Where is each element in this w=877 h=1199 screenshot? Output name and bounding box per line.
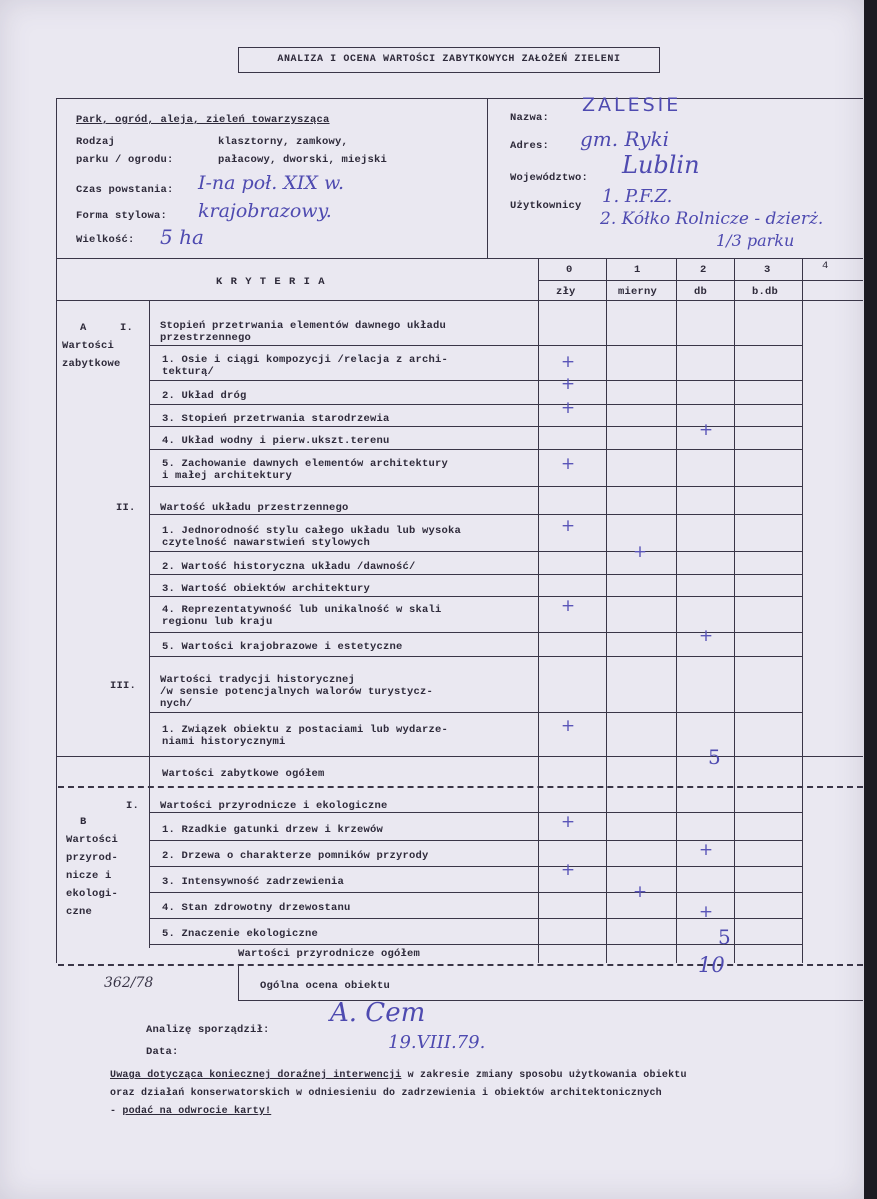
overall-label: Ogólna ocena obiektu	[260, 980, 391, 992]
park-label	[76, 114, 330, 126]
b-rule-0	[149, 812, 802, 813]
uwaga-rest: w zakresie zmiany sposobu użytkowania obiektu	[401, 1070, 687, 1081]
category-divider	[149, 300, 150, 948]
czas-value: I-na poł. XIX w.	[198, 172, 345, 194]
g1-item-2: 2. Układ dróg	[162, 390, 247, 402]
header-top-rule	[56, 98, 863, 99]
wielkosc-label: Wielkość:	[76, 234, 135, 246]
check-mark-a-2-1: +	[560, 516, 576, 536]
check-mark-a-1-4: +	[698, 420, 714, 440]
g1-rule-2	[149, 404, 802, 405]
g1-rule-5	[149, 486, 802, 487]
total-a-label: Wartości zabytkowe ogółem	[162, 768, 325, 780]
uwaga-line-2: oraz działań konserwatorskich w odniesieniu do zadrzewienia i obiektów architektonicznych	[110, 1088, 662, 1099]
score-header-mid-rule	[538, 280, 863, 281]
score-1-label: mierny	[618, 286, 658, 298]
uzytkownicy-value-1: 1. P.F.Z.	[602, 186, 673, 207]
parku-label: parku / ogrodu:	[76, 154, 174, 166]
kryteria-label: K R Y T E R I A	[216, 276, 326, 288]
section-b-label-1: Wartości	[66, 834, 119, 846]
g3-rule-0	[149, 712, 802, 713]
check-mark-b-3: +	[560, 860, 576, 880]
section-b-label-3: nicze i	[66, 870, 112, 882]
wojewodztwo-value: Lublin	[622, 151, 700, 179]
group-2-title: Wartość układu przestrzennego	[160, 502, 349, 514]
rodzaj-options-2: pałacowy, dworski, miejski	[218, 154, 388, 166]
score-header-bottom-rule	[56, 300, 863, 301]
header-divider	[487, 98, 488, 258]
g1-item-1-line-2: tekturą/	[162, 366, 215, 378]
g3-item-1-line-1: 1. Związek obiektu z postaciami lub wydarze-	[162, 724, 449, 736]
scanner-edge	[864, 0, 877, 1199]
check-mark-a-2-4: +	[560, 596, 576, 616]
score-3-label: b.db	[752, 286, 779, 298]
check-mark-a-1-2: +	[560, 374, 576, 394]
b-item-5: 5. Znaczenie ekologiczne	[162, 928, 319, 940]
header-bottom-rule	[56, 258, 863, 259]
adres-value: gm. Ryki	[580, 127, 670, 151]
g2-rule-1	[149, 551, 802, 552]
g1-item-1-line-1: 1. Osie i ciągi kompozycji /relacja z archi-	[162, 354, 449, 366]
nazwa-value: ZALESIE	[582, 94, 682, 116]
col-line-2	[676, 258, 677, 963]
g3-item-1-line-2: niami historycznymi	[162, 736, 286, 748]
group-1-title-1: Stopień przetrwania elementów dawnego układu	[160, 320, 447, 332]
group-3-title-3: nych/	[160, 698, 193, 710]
uwaga-dash: -	[110, 1106, 123, 1117]
section-b-title: Wartości przyrodnicze i ekologiczne	[160, 800, 388, 812]
g1-rule-0	[149, 345, 802, 346]
section-separator	[58, 786, 863, 788]
g3-rule-1	[56, 756, 863, 757]
score-0-label: zły	[556, 286, 576, 298]
uwaga-line-1	[110, 1070, 687, 1082]
check-mark-b-2: +	[698, 840, 714, 860]
total-b-value: 5	[718, 925, 731, 949]
check-mark-a-1-3: +	[560, 398, 576, 418]
nazwa-label: Nazwa:	[510, 112, 550, 124]
check-mark-a-1-1: +	[560, 352, 576, 372]
g2-item-1-line-1: 1. Jednorodność stylu całego układu lub wysoka	[162, 525, 462, 537]
rodzaj-label: Rodzaj	[76, 136, 116, 148]
total-a-value: 5	[708, 745, 721, 769]
section-a-label-1: Wartości	[62, 340, 115, 352]
g2-item-4-line-1: 4. Reprezentatywność lub unikalność w skali	[162, 604, 442, 616]
check-mark-a-3-1: +	[560, 716, 576, 736]
left-border	[56, 98, 57, 963]
g2-item-4-line-2: regionu lub kraju	[162, 616, 273, 628]
col-line-4	[802, 258, 803, 963]
group-1-roman: I.	[120, 322, 134, 334]
g2-item-3: 3. Wartość obiektów architektury	[162, 583, 371, 595]
check-mark-b-4: +	[632, 882, 648, 902]
g1-item-5-line-2: i małej architektury	[162, 470, 293, 482]
czas-label: Czas powstania:	[76, 184, 174, 196]
data-label: Data:	[146, 1046, 179, 1058]
reference-number: 362/78	[104, 975, 154, 991]
forma-value: krajobrazowy.	[198, 200, 332, 222]
check-mark-a-1-5: +	[560, 454, 576, 474]
park-underlined-label: Park, ogród, aleja, zieleń towarzysząca	[76, 114, 330, 126]
check-mark-a-2-2: +	[632, 542, 648, 562]
g1-rule-1	[149, 380, 802, 381]
total-b-label: Wartości przyrodnicze ogółem	[238, 948, 421, 960]
g2-rule-3	[149, 596, 802, 597]
check-mark-a-2-5: +	[698, 626, 714, 646]
uzytkownicy-value-3: 1/3 parku	[716, 231, 795, 250]
b-item-2: 2. Drzewa o charakterze pomników przyrody	[162, 850, 429, 862]
section-b-letter: B	[80, 816, 87, 828]
adres-label: Adres:	[510, 140, 550, 152]
section-a-label-2: zabytkowe	[62, 358, 121, 370]
g2-item-5: 5. Wartości krajobrazowe i estetyczne	[162, 641, 403, 653]
section-a-letter: A	[80, 322, 87, 334]
sporzadzil-label: Analizę sporządził:	[146, 1024, 270, 1036]
score-4-num: 4	[822, 260, 829, 272]
score-2-num: 2	[700, 264, 707, 276]
g1-item-5-line-1: 5. Zachowanie dawnych elementów architektury	[162, 458, 449, 470]
overall-value: 10	[698, 953, 725, 977]
col-line-3	[734, 258, 735, 963]
wielkosc-value: 5 ha	[160, 225, 204, 249]
b-rule-3	[149, 892, 802, 893]
g2-rule-5	[149, 656, 802, 657]
group-1-title-2: przestrzennego	[160, 332, 252, 344]
form-title: ANALIZA I OCENA WARTOŚCI ZABYTKOWYCH ZAŁOŻEŃ ZIELENI	[238, 47, 660, 73]
group-3-title-1: Wartości tradycji historycznej	[160, 674, 356, 686]
section-b-bottom-separator	[58, 964, 863, 966]
b-item-4: 4. Stan zdrowotny drzewostanu	[162, 902, 351, 914]
check-mark-b-5: +	[698, 902, 714, 922]
section-b-label-5: czne	[66, 906, 93, 918]
group-3-roman: III.	[110, 680, 137, 692]
g2-item-2: 2. Wartość historyczna układu /dawność/	[162, 561, 416, 573]
g1-item-4: 4. Układ wodny i pierw.ukszt.terenu	[162, 435, 390, 447]
b-rule-2	[149, 866, 802, 867]
data-value: 19.VIII.79.	[388, 1032, 486, 1053]
score-2-label: db	[694, 286, 708, 298]
b-item-3: 3. Intensywność zadrzewienia	[162, 876, 345, 888]
g2-rule-0	[149, 514, 802, 515]
group-2-roman: II.	[116, 502, 136, 514]
group-3-title-2: /w sensie potencjalnych walorów turystycz-	[160, 686, 434, 698]
signature: A. Cem	[330, 998, 426, 1028]
uzytkownicy-value-2: 2. Kółko Rolnicze - dzierż.	[600, 209, 824, 229]
score-3-num: 3	[764, 264, 771, 276]
uwaga-underlined: Uwaga dotycząca koniecznej doraźnej interwencji	[110, 1070, 402, 1081]
wojewodztwo-label: Województwo:	[510, 172, 589, 184]
col-line-1	[606, 258, 607, 963]
b-item-1: 1. Rzadkie gatunki drzew i krzewów	[162, 824, 384, 836]
check-mark-b-1: +	[560, 812, 576, 832]
section-b-label-2: przyrod-	[66, 852, 119, 864]
g2-rule-2	[149, 574, 802, 575]
uwaga-instruction: podać na odwrocie karty!	[122, 1106, 272, 1117]
score-0-num: 0	[566, 264, 573, 276]
b-rule-5	[149, 944, 802, 945]
section-b-roman: I.	[126, 800, 140, 812]
forma-label: Forma stylowa:	[76, 210, 168, 222]
g1-item-3: 3. Stopień przetrwania starodrzewia	[162, 413, 390, 425]
g1-rule-4	[149, 449, 802, 450]
section-b-label-4: ekologi-	[66, 888, 119, 900]
uwaga-line-3	[110, 1106, 271, 1118]
score-1-num: 1	[634, 264, 641, 276]
rodzaj-options-1: klasztorny, zamkowy,	[218, 136, 349, 148]
col-line-0	[538, 258, 539, 963]
overall-left-border	[238, 966, 239, 1000]
g2-item-1-line-2: czytelność nawarstwień stylowych	[162, 537, 371, 549]
uzytkownicy-label: Użytkownicy	[510, 200, 582, 212]
